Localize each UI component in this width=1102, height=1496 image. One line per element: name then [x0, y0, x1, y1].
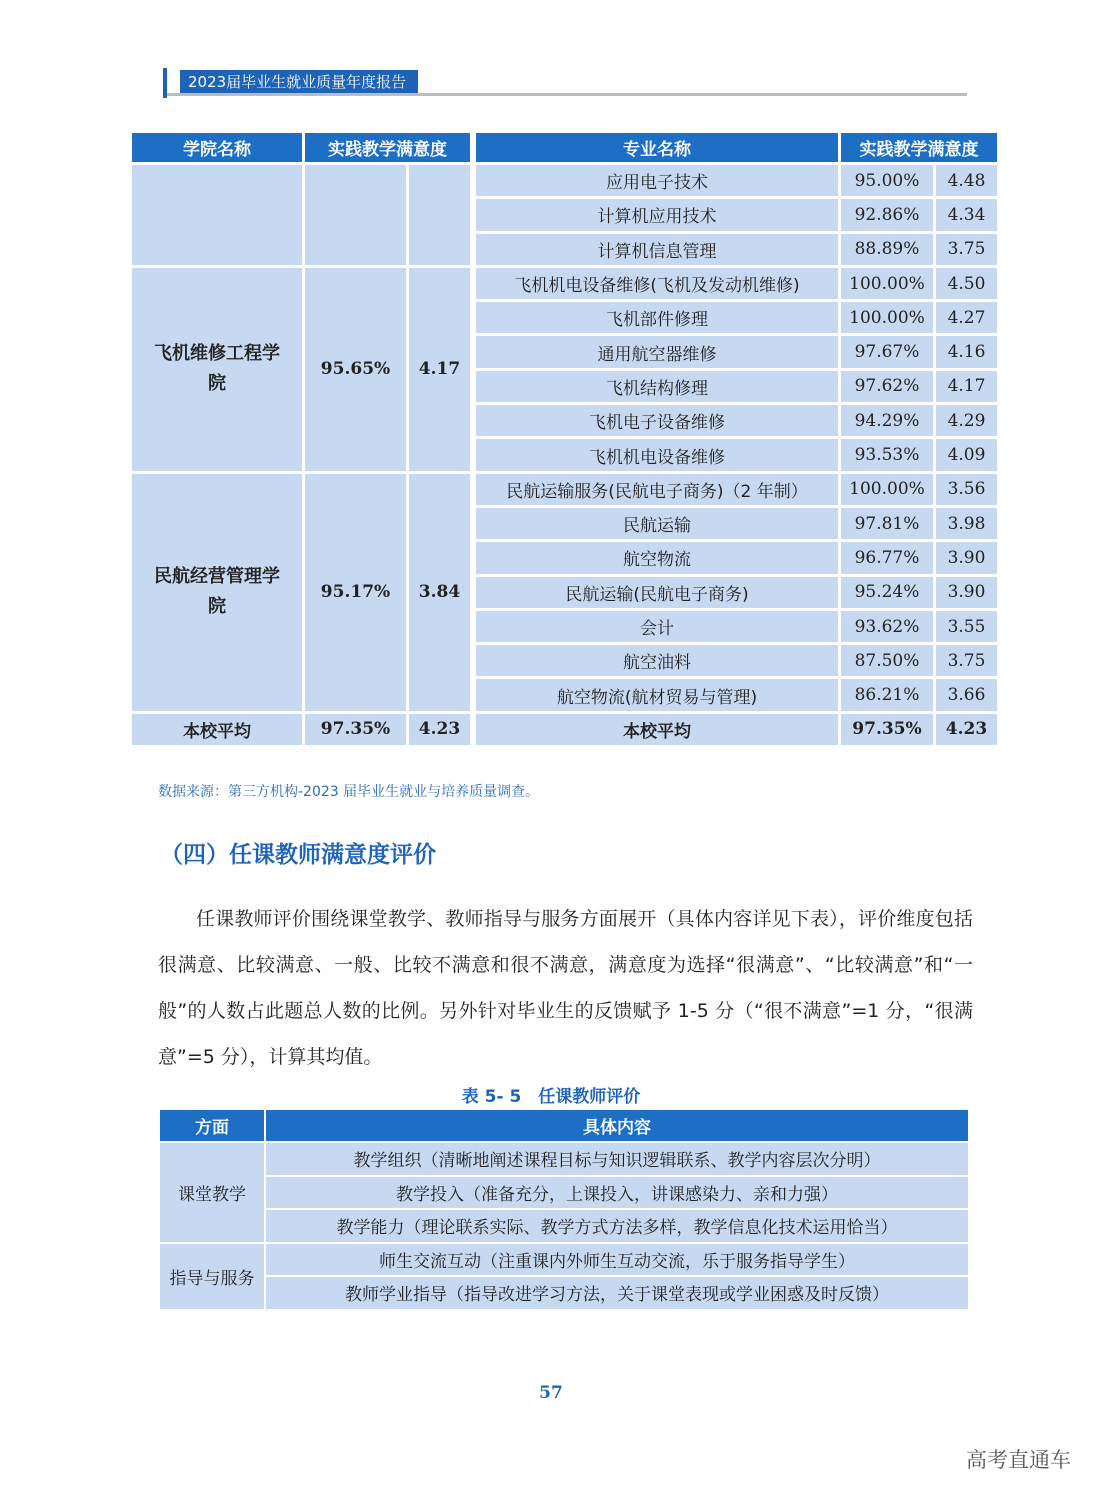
major-cell: 航空物流(航材贸易与管理)	[476, 679, 838, 710]
major-cell: 计算机信息管理	[476, 234, 838, 265]
watermark-text: 高考直通车	[966, 1448, 1071, 1472]
major-cell: 应用电子技术	[476, 165, 838, 196]
major-score-cell: 4.17	[936, 371, 997, 402]
major-score-cell: 4.16	[936, 336, 997, 367]
content-cell: 师生交流互动（注重课内外师生互动交流，乐于服务指导学生）	[266, 1244, 968, 1276]
major-score-cell: 3.56	[936, 474, 997, 505]
content-cell: 教学能力（理论联系实际、教学方式方法多样，教学信息化技术运用恰当）	[266, 1210, 968, 1242]
report-header-title: 2023届毕业生就业质量年度报告	[180, 70, 418, 95]
major-rate-cell: 86.21%	[841, 679, 933, 710]
major-rate-cell: 94.29%	[841, 405, 933, 436]
major-score-cell: 4.48	[936, 165, 997, 196]
teacher-evaluation-table	[158, 1108, 970, 1311]
content-cell: 教学组织（清晰地阐述课程目标与知识逻辑联系、教学内容层次分明）	[266, 1143, 968, 1175]
col-header-practice-satisfaction: 实践教学满意度	[305, 133, 470, 162]
page-number: 57	[539, 1383, 563, 1403]
major-cell: 飞机结构修理	[476, 371, 838, 402]
major-cell: 民航运输(民航电子商务)	[476, 577, 838, 608]
practice-satisfaction-table	[129, 130, 1000, 748]
major-rate-cell: 93.62%	[841, 611, 933, 642]
major-cell: 民航运输服务(民航电子商务)（2 年制）	[476, 474, 838, 505]
average-label: 本校平均	[132, 714, 302, 745]
major-rate-cell: 97.62%	[841, 371, 933, 402]
major-rate-cell: 100.00%	[841, 302, 933, 333]
average-rate: 97.35%	[305, 714, 406, 745]
major-score-cell: 4.09	[936, 439, 997, 470]
major-score-cell: 4.27	[936, 302, 997, 333]
college-name-line1: 民航经营管理学	[154, 566, 280, 588]
col-header-major: 专业名称	[476, 133, 838, 162]
major-score-cell: 3.75	[936, 645, 997, 676]
major-rate-cell: 92.86%	[841, 199, 933, 230]
major-cell: 飞机部件修理	[476, 302, 838, 333]
col-header-aspect: 方面	[160, 1110, 264, 1141]
col-header-content: 具体内容	[266, 1110, 968, 1141]
college-score-cell: 4.17	[409, 268, 470, 471]
major-score-cell: 3.55	[936, 611, 997, 642]
major-rate-cell: 88.89%	[841, 234, 933, 265]
college-rate-cell	[305, 165, 406, 265]
content-cell: 教学投入（准备充分，上课投入，讲课感染力、亲和力强）	[266, 1177, 968, 1209]
table-header-row	[160, 1110, 968, 1141]
major-score-cell: 4.50	[936, 268, 997, 299]
college-score-cell: 3.84	[409, 474, 470, 711]
average-score: 4.23	[409, 714, 470, 745]
major-cell: 航空油料	[476, 645, 838, 676]
major-cell: 飞机电子设备维修	[476, 405, 838, 436]
college-cell-aircraft-maintenance	[132, 268, 302, 471]
major-cell: 航空物流	[476, 542, 838, 573]
table-row	[160, 1143, 968, 1175]
college-cell-civil-aviation-management	[132, 474, 302, 711]
section-heading: （四）任课教师满意度评价	[160, 842, 436, 868]
school-average-row	[132, 714, 997, 745]
major-rate-cell: 95.24%	[841, 577, 933, 608]
college-cell	[132, 165, 302, 265]
table-row	[132, 268, 997, 299]
college-name-line1: 飞机维修工程学	[154, 343, 280, 365]
body-paragraph: 任课教师评价围绕课堂教学、教师指导与服务方面展开（具体内容详见下表），评价维度包括很满意、比较满意、一般、比较不满意和很不满意，满意度为选择“很满意”、“比较满意”和“一般”的人数占此题总人数的比例。另外针对毕业生的反馈赋予 1-5 分（“很不满意”=1 分，“很满意”=5 分），计算其均值。	[158, 908, 973, 1068]
table-row	[160, 1244, 968, 1276]
major-rate-cell: 100.00%	[841, 268, 933, 299]
average-label-right: 本校平均	[476, 714, 838, 745]
table-header-row	[132, 133, 997, 162]
major-cell: 通用航空器维修	[476, 336, 838, 367]
major-score-cell: 3.75	[936, 234, 997, 265]
college-rate-cell: 95.65%	[305, 268, 406, 471]
major-score-cell: 3.98	[936, 508, 997, 539]
header-rule	[167, 93, 967, 96]
major-rate-cell: 100.00%	[841, 474, 933, 505]
major-cell: 飞机机电设备维修(飞机及发动机维修)	[476, 268, 838, 299]
major-rate-cell: 97.67%	[841, 336, 933, 367]
col-header-college: 学院名称	[132, 133, 302, 162]
table-row	[132, 474, 997, 505]
college-name-line2: 院	[208, 373, 226, 395]
major-rate-cell: 93.53%	[841, 439, 933, 470]
major-score-cell: 4.29	[936, 405, 997, 436]
college-rate-cell: 95.17%	[305, 474, 406, 711]
table-row	[160, 1177, 968, 1209]
major-rate-cell: 97.81%	[841, 508, 933, 539]
college-name-line2: 院	[208, 596, 226, 618]
major-score-cell: 3.90	[936, 542, 997, 573]
major-score-cell: 3.90	[936, 577, 997, 608]
aspect-cell-classroom: 课堂教学	[160, 1143, 264, 1242]
aspect-cell-guidance: 指导与服务	[160, 1244, 264, 1309]
average-rate-right: 97.35%	[841, 714, 933, 745]
major-score-cell: 3.66	[936, 679, 997, 710]
content-cell: 教师学业指导（指导改进学习方法，关于课堂表现或学业困惑及时反馈）	[266, 1277, 968, 1309]
major-score-cell: 4.34	[936, 199, 997, 230]
major-rate-cell: 96.77%	[841, 542, 933, 573]
table-row	[160, 1210, 968, 1242]
table-row	[132, 165, 997, 196]
major-rate-cell: 87.50%	[841, 645, 933, 676]
major-cell: 飞机机电设备维修	[476, 439, 838, 470]
table-caption: 表 5- 5 任课教师评价	[461, 1087, 641, 1107]
table-row	[160, 1277, 968, 1309]
major-cell: 会计	[476, 611, 838, 642]
major-cell: 民航运输	[476, 508, 838, 539]
college-score-cell	[409, 165, 470, 265]
major-rate-cell: 95.00%	[841, 165, 933, 196]
major-cell: 计算机应用技术	[476, 199, 838, 230]
data-source-note: 数据来源：第三方机构-2023 届毕业生就业与培养质量调查。	[158, 784, 540, 800]
average-score-right: 4.23	[936, 714, 997, 745]
col-header-practice-satisfaction-major: 实践教学满意度	[841, 133, 997, 162]
